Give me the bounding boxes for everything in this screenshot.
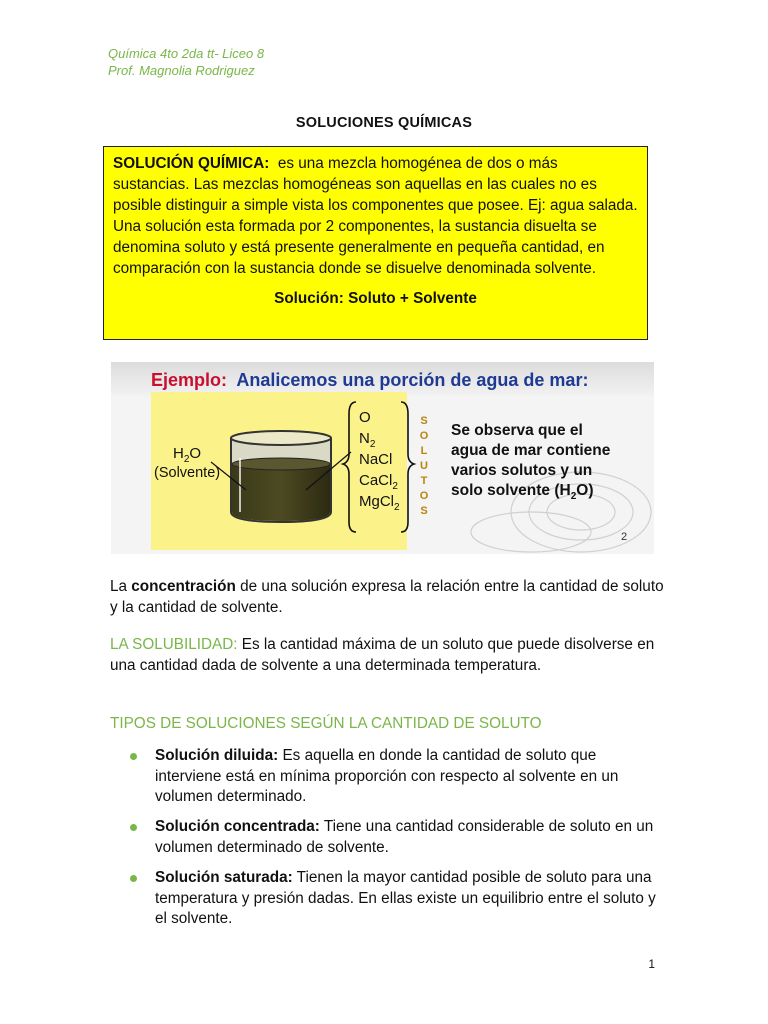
vertical-letter: S xyxy=(420,415,428,427)
list-item xyxy=(130,817,670,859)
concentration-paragraph xyxy=(110,577,670,618)
concentration-text: de una solución expresa la relación entre la cantidad de soluto y la cantidad de solvente. xyxy=(110,578,664,616)
type-term: Solución diluida: xyxy=(155,747,279,764)
solubility-term: LA SOLUBILIDAD xyxy=(110,636,234,653)
type-term: Solución concentrada: xyxy=(155,818,320,835)
observation-line: agua de mar contiene xyxy=(451,442,611,459)
type-text: Es aquella en donde la cantidad de soluto que interviene está en mínima proporción con respecto al solvente en un volumen determinado. xyxy=(155,747,619,805)
concentration-term: concentración xyxy=(131,578,236,595)
list-item-text xyxy=(155,746,665,808)
vertical-letter: O xyxy=(419,490,429,502)
solvent-formula-o: O xyxy=(189,445,202,462)
concentration-pre: La xyxy=(110,578,132,595)
solute-4: MgCl$_2$ xyxy=(359,493,400,513)
bullet-icon xyxy=(130,753,137,760)
header-course: Química 4to 2da tt- Liceo 8 xyxy=(108,46,265,61)
solvent-formula-sub: 2 xyxy=(183,454,190,465)
vertical-letter: O xyxy=(419,430,429,442)
example-heading-label: Ejemplo: xyxy=(151,370,228,390)
vertical-letter: T xyxy=(420,475,428,487)
beaker-icon xyxy=(231,431,331,522)
solute-2: NaCl xyxy=(359,451,393,468)
list-item xyxy=(130,746,670,808)
example-heading-text: Analicemos una porción de agua de mar: xyxy=(236,370,589,390)
solution-formula: Solución: Soluto + Solvente xyxy=(274,290,477,307)
vertical-solutos-label xyxy=(420,415,429,517)
observation-line: solo solvente $(H_2O)$ xyxy=(451,482,594,502)
list-item-text xyxy=(155,868,665,930)
solubility-paragraph xyxy=(110,635,670,676)
vertical-letter: U xyxy=(420,460,428,472)
solute-1: $N_2$ xyxy=(359,430,376,450)
solute-3: CaCl$_2$ xyxy=(359,472,398,492)
types-heading: TIPOS DE SOLUCIONES SEGÚN LA CANTIDAD DE SOLUTO xyxy=(110,715,542,732)
bullet-icon xyxy=(130,875,137,882)
solvent-formula-h: H xyxy=(173,445,184,462)
list-item xyxy=(130,868,670,930)
list-item-text xyxy=(155,817,665,858)
definition-box xyxy=(103,146,648,340)
type-term: Solución saturada: xyxy=(155,869,293,886)
solubility-colon: : xyxy=(233,636,238,653)
observation-line: Se observa que el xyxy=(451,422,583,439)
observation-line: varios solutos y un xyxy=(451,462,593,479)
sea-water-illustration xyxy=(111,362,654,554)
bullet-icon xyxy=(130,824,137,831)
header-teacher: Prof. Magnolia Rodriguez xyxy=(108,63,255,78)
vertical-letter: S xyxy=(420,505,428,517)
page-number: 1 xyxy=(648,957,655,971)
type-text: Tienen la mayor cantidad posible de soluto para una temperatura y presión dadas. En ellas existe un equilibrio entre el soluto y el solvente. xyxy=(155,869,656,927)
components-paragraph: Una solución esta formada por 2 componentes, la sustancia disuelta se denomina soluto y está presente generalmente en pequeña cantidad, en comparación con la sustancia donde se disuelve denominada solvente. xyxy=(113,218,605,277)
slide-number: 2 xyxy=(621,531,628,543)
page-title: SOLUCIONES QUÍMICAS xyxy=(295,115,473,131)
solubility-text: Es la cantidad máxima de un soluto que puede disolverse en una cantidad dada de solvente a una determinada temperatura. xyxy=(110,636,655,674)
solvent-label: (Solvente) xyxy=(154,465,221,481)
solute-0: O xyxy=(359,409,371,426)
definition-term: SOLUCIÓN QUÍMICA: xyxy=(113,155,270,172)
example-image xyxy=(111,362,654,554)
type-text: Tiene una cantidad considerable de soluto en un volumen determinado de solvente. xyxy=(155,818,654,856)
vertical-letter: L xyxy=(420,445,428,457)
definition-text: es una mezcla homogénea de dos o más sustancias. Las mezclas homogéneas son aquellas en las cuales no es posible distinguir a simple vista los componentes que posee. Ej: agua salada. xyxy=(113,155,638,214)
definition-paragraph xyxy=(113,153,638,216)
example-heading xyxy=(151,370,588,390)
